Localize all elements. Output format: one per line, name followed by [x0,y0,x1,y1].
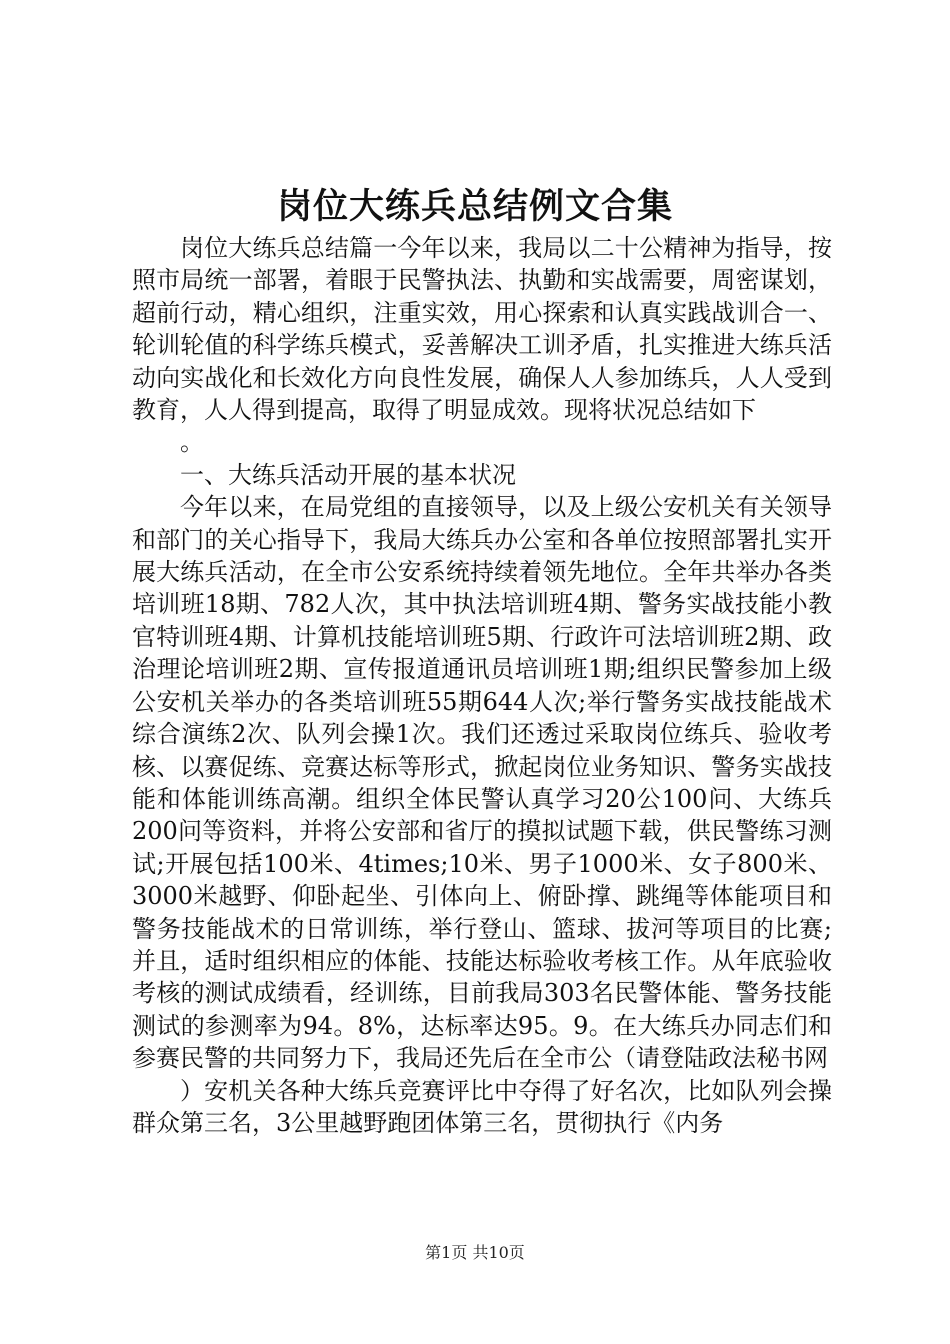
paragraph-main: 今年以来，在局党组的直接领导，以及上级公安机关有关领导和部门的关心指导下，我局大练兵办公室和各单位按照部署扎实开展大练兵活动，在全市公安系统持续着领先地位。全年共举办各类培训班18期、782人次，其中执法培训班4期、警务实战技能小教官特训班4期、计算机技能培训班5期、行政许可法培训班2期、政治理论培训班2期、宣传报道通讯员培训班1期;组织民警参加上级公安机关举办的各类培训班55期644人次;举行警务实战技能战术综合演练2次、队列会操1次。我们还透过采取岗位练兵、验收考核、以赛促练、竞赛达标等形式，掀起岗位业务知识、警务实战技能和体能训练高潮。组织全体民警认真学习20公100问、大练兵200问等资料，并将公安部和省厅的摸拟试题下载，供民警练习测试;开展包括100米、4times;10米、男子1000米、女子800米、3000米越野、仰卧起坐、引体向上、俯卧撑、跳绳等体能项目和警务技能战术的日常训练，举行登山、篮球、拔河等项目的比赛;并且，适时组织相应的体能、技能达标验收考核工作。从年底验收考核的测试成绩看，经训练，目前我局303名民警体能、警务技能测试的参测率为94。8%，达标率达95。9。在大练兵办同志们和参赛民警的共同努力下，我局还先后在全市公（请登陆政法秘书网 [132,493,832,1073]
paragraph-period: 。 [180,428,204,457]
document-title: 岗位大练兵总结例文合集 [276,186,673,227]
section-heading-1: 一、大练兵活动开展的基本状况 [180,460,516,489]
paragraph-intro: 岗位大练兵总结篇一今年以来，我局以二十公精神为指导，按照市局统一部署，着眼于民警执法、执勤和实战需要，周密谋划，超前行动，精心组织，注重实效，用心探索和认真实践战训合一、轮训轮值的科学练兵模式，妥善解决工训矛盾，扎实推进大练兵活动向实战化和长效化方向良性发展，确保人人参加练兵，人人受到教育，人人得到提高，取得了明显成效。现将状况总结如下 [132,234,832,425]
page-footer: 第1页 共10页 [425,1243,525,1262]
document-body [132,232,832,1139]
paragraph-continued: ）安机关各种大练兵竞赛评比中夺得了好名次，比如队列会操群众第三名，3公里越野跑团体第三名，贯彻执行《内务 [132,1076,832,1137]
